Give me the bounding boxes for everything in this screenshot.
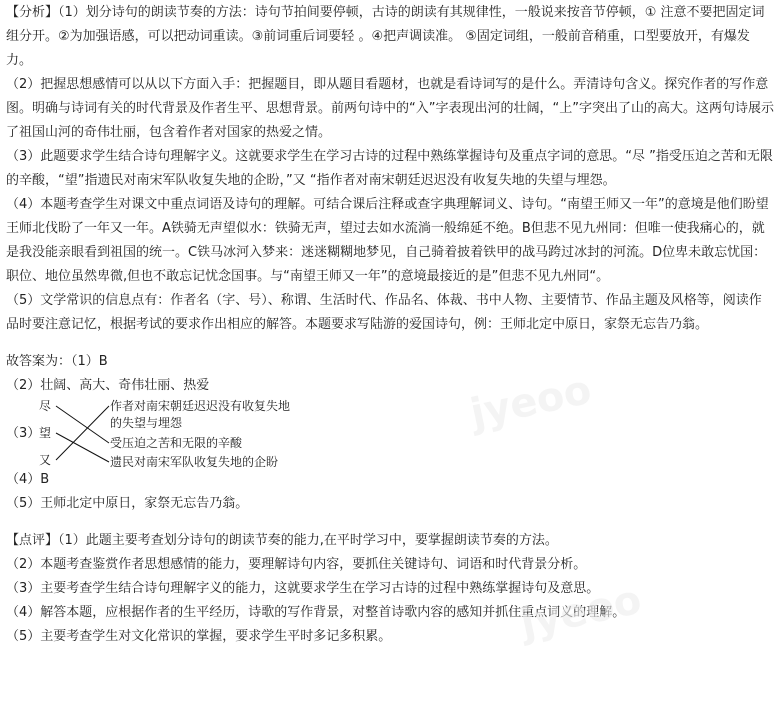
analysis-paragraph-5: （5）文学常识的信息点有：作者名（字、号）、称谓、生活时代、作品名、体裁、书中人物、主要情节、作品主题及风格等，阅读作品时要注意记忆，根据考试的要求作出相应的解答。本题要求写陆游的爱国诗句，例：王师北定中原日，家祭无忘告乃翁。 [6,293,762,332]
analysis-paragraph-4: （4）本题考查学生对课文中重点词语及诗句的理解。可结合课后注释或查字典理解词义、诗句。“南望王师又一年”的意境是他们盼望王师北伐盼了一年又一年。A铁骑无声望似水：铁骑无声，望过去如水流淌一般绵延不绝。B但悲不见九州同：但唯一使我痛心的，就是我没能亲眼看到祖国的统一。C铁马冰河入梦来：迷迷糊糊地梦见，自己骑着披着铁甲的战马跨过冰封的河流。D位卑未敢忘忧国：职位、地位虽然卑微,但也不敢忘记忧念国事。与“南望王师又一年”的意境最接近的是”但悲不见九州同“。 [6,197,769,284]
spacer [6,337,774,350]
answer-5: （5）王师北定中原日，家祭无忘告乃翁。 [6,496,249,511]
match-right-3: 遗民对南宋军队收复失地的企盼 [110,455,279,469]
answer-2: （2）壮阔、高大、奇伟壮丽、热爱 [6,378,210,393]
match-right-2: 受压迫之苦和无限的辛酸 [110,436,243,450]
comment-1: 【点评】（1）此题主要考查划分诗句的朗读节奏的能力,在平时学习中，要掌握朗读节奏的方法。 [6,533,558,548]
answer-3-prefix: （3） [6,426,41,441]
analysis-paragraph-2: （2）把握思想感情可以从以下方面入手：把握题目，即从题目看题材，也就是看诗词写的是什么。弄清诗句含义。探究作者的写作意图。明确与诗词有关的时代背景及作者生平、思想背景。前两句诗中的“入”字表现出河的壮阔，“上”字突出了山的高大。这两句诗展示了祖国山河的奇伟壮丽，包含着作者对国家的热爱之情。 [6,77,774,140]
analysis-section [6,1,774,337]
spacer [6,516,774,529]
answers-section [6,350,774,516]
watermark: jyeoo [516,576,646,648]
comment-3: （3）主要考查学生结合诗句理解字义的能力，这就要求学生在学习古诗的过程中熟练掌握诗句及意思。 [6,581,600,596]
match-right-1a: 作者对南宋朝廷迟迟没有收复失地 [110,399,291,413]
match-left-2: 望 [39,426,52,440]
match-left-3: 又 [39,453,52,467]
comment-5: （5）主要考查学生对文化常识的掌握，要求学生平时多记多积累。 [6,629,392,644]
match-line-3 [56,406,109,460]
comments-section [6,529,774,649]
analysis-paragraph-1: 【分析】（1）划分诗句的朗读节奏的方法：诗句节拍间要停顿，古诗的朗读有其规律性，一般说来按音节停顿，① 注意不要把固定词组分开。②为加强语感，可以把动词重读。③前词重后词要轻 。④把声调读准。 ⑤固定词组，一般前音稍重，口型要放开，有爆发力。 [6,5,765,68]
watermark: jyeoo [466,366,596,438]
comment-2: （2）本题考查鉴赏作者思想感情的能力，要理解诗句内容，要抓住关键诗句、词语和时代背景分析。 [6,557,587,572]
match-right-1b: 的失望与埋怨 [110,416,183,430]
match-left-1: 尽 [39,399,52,413]
matching-diagram [6,398,774,468]
answer-4: （4）B [6,472,50,487]
answer-1: 故答案为：（1）B [6,354,108,369]
analysis-paragraph-3: （3）此题要求学生结合诗句理解字义。这就要求学生在学习古诗的过程中熟练掌握诗句及重点字词的意思。“尽 ”指受压迫之苦和无限的辛酸，“望”指遗民对南宋军队收复失地的企盼，”又 “指作者对南宋朝廷迟迟没有收复失地的失望与埋怨。 [6,149,773,188]
comment-4: （4）解答本题，应根据作者的生平经历，诗歌的写作背景，对整首诗歌内容的感知并抓住重点词义的理解。 [6,605,626,620]
matching-lines [6,398,126,468]
